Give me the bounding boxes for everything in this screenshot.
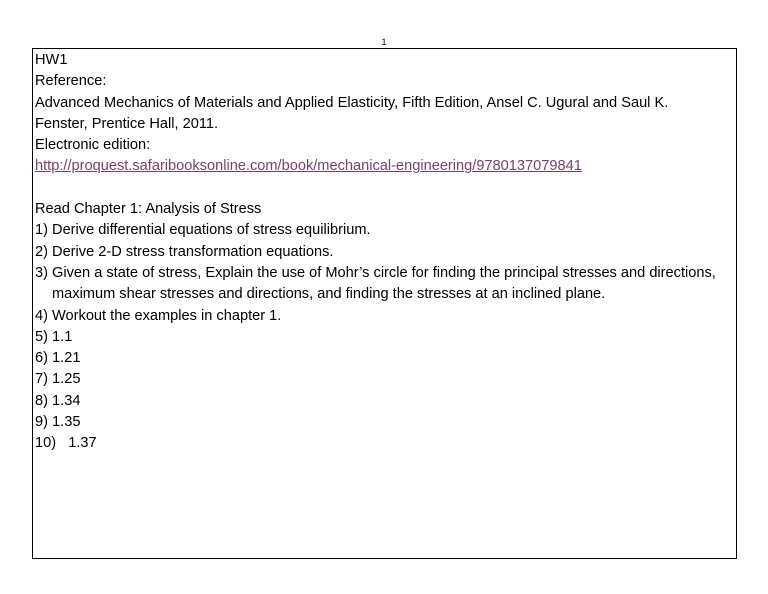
problem-1-34: 8) 1.34 [35, 392, 81, 409]
electronic-edition-link[interactable]: http://proquest.safaribooksonline.com/book/mechanical-engineering/9780137079841 [35, 158, 582, 175]
reference-line-2: Fenster, Prentice Hall, 2011. [35, 115, 219, 132]
task-1: 1) Derive differential equations of stress equilibrium. [35, 222, 371, 239]
hw-title: HW1 [35, 52, 68, 68]
electronic-label: Electronic edition: [35, 137, 151, 154]
blank-line [35, 178, 733, 199]
problem-1-37: 10) 1.37 [35, 435, 97, 452]
problem-1-21: 6) 1.21 [35, 350, 81, 367]
task-3: 3) Given a state of stress, Explain the use of Mohr’s circle for finding the principal stresses and directions, maximum shear stresses and directions, and finding the stresses at an inclined plane. [35, 264, 716, 303]
page-number: 1 [381, 37, 387, 47]
homework-content [35, 50, 733, 455]
reference-label: Reference: [35, 73, 107, 90]
task-4: 4) Workout the examples in chapter 1. [35, 307, 282, 324]
task-2: 2) Derive 2-D stress transformation equations. [35, 243, 334, 260]
problem-1-35: 9) 1.35 [35, 414, 81, 431]
reference-line-1: Advanced Mechanics of Materials and Applied Elasticity, Fifth Edition, Ansel C. Ugural and Saul K. [35, 94, 669, 111]
problem-1-1: 5) 1.1 [35, 328, 73, 345]
problem-1-25: 7) 1.25 [35, 371, 81, 388]
reading-assignment: Read Chapter 1: Analysis of Stress [35, 201, 262, 218]
